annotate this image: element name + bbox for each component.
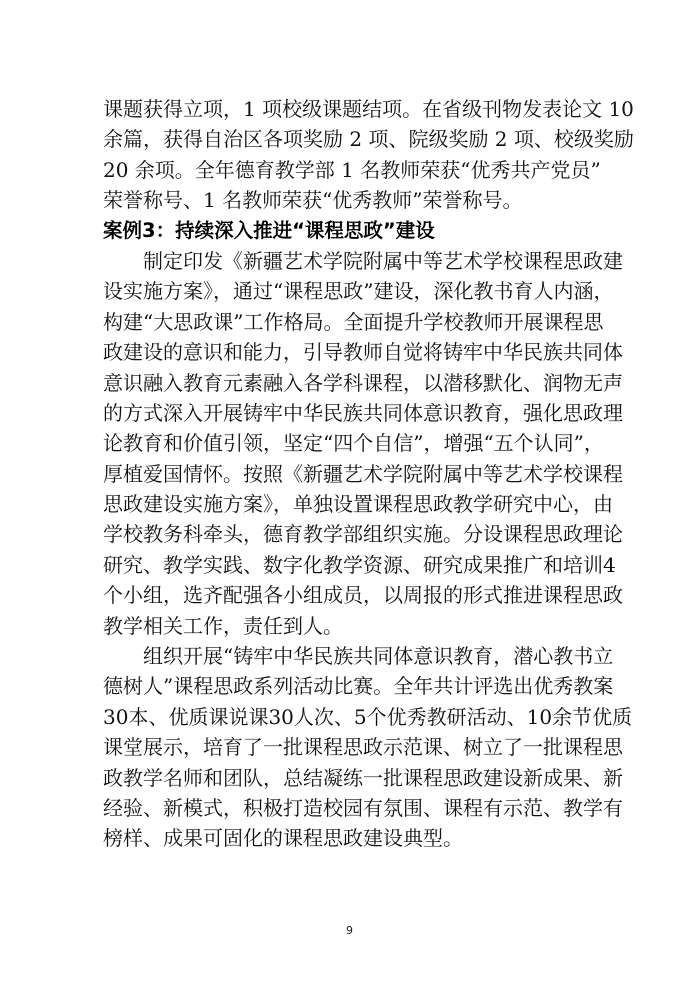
text-line: 设实施方案》，通过“课程思政”建设，深化教书育人内涵， xyxy=(103,279,614,304)
text-line: 经验、新模式，积极打造校园有氛围、课程有示范、教学有 xyxy=(103,795,623,820)
paragraph-3 xyxy=(103,641,633,854)
text-line: 厚植爱国情怀。按照《新疆艺术学院附属中等艺术学校课程 xyxy=(103,461,623,486)
text-line: 研究、教学实践、数字化教学资源、研究成果推广和培训4 xyxy=(103,552,616,577)
text-line: 30本、优质课说课30人次、5个优秀教研活动、10余节优质 xyxy=(103,704,633,729)
text-line: 榜样、成果可固化的课程思政建设典型。 xyxy=(103,826,463,851)
text-line: 德树人”课程思政系列活动比赛。全年共计评选出优秀教案 xyxy=(103,674,614,699)
text-line: 20 余项。全年德育教学部 1 名教师荣获“优秀共产党员” xyxy=(103,157,601,182)
text-line: 政教学名师和团队，总结凝练一批课程思政建设新成果、新 xyxy=(103,765,623,790)
text-line: 意识融入教育元素融入各学科课程，以潜移默化、润物无声 xyxy=(103,370,623,395)
text-line: 个小组，选齐配强各小组成员，以周报的形式推进课程思政 xyxy=(103,583,623,608)
text-line: 教学相关工作，责任到人。 xyxy=(103,613,343,638)
text-line: 荣誉称号、1 名教师荣获“优秀教师”荣誉称号。 xyxy=(103,188,523,213)
text-line: 制定印发《新疆艺术学院附属中等艺术学校课程思政建 xyxy=(143,248,623,273)
case-heading: 案例3：持续深入推进“课程思政”建设 xyxy=(103,218,435,242)
text-line: 构建“大思政课”工作格局。全面提升学校教师开展课程思 xyxy=(103,309,604,334)
text-line: 课题获得立项，1 项校级课题结项。在省级刊物发表论文 10 xyxy=(103,97,634,121)
paragraph-2 xyxy=(103,246,623,641)
document-body xyxy=(103,94,634,854)
text-line: 思政建设实施方案》，单独设置课程思政教学研究中心，由 xyxy=(103,492,613,517)
page-number: 9 xyxy=(346,924,353,937)
text-line: 政建设的意识和能力，引导教师自觉将铸牢中华民族共同体 xyxy=(103,340,623,365)
text-line: 组织开展“铸牢中华民族共同体意识教育，潜心教书立 xyxy=(143,644,614,669)
paragraph-1 xyxy=(103,94,634,216)
text-line: 余篇，获得自治区各项奖励 2 项、院级奖励 2 项、校级奖励 xyxy=(103,127,634,152)
text-line: 的方式深入开展铸牢中华民族共同体意识教育，强化思政理 xyxy=(103,400,623,425)
text-line: 论教育和价值引领，坚定“四个自信”，增强“五个认同”， xyxy=(103,431,604,456)
text-line: 课堂展示，培育了一批课程思政示范课、树立了一批课程思 xyxy=(103,735,623,760)
text-line: 学校教务科牵头，德育教学部组织实施。分设课程思政理论 xyxy=(103,522,623,547)
